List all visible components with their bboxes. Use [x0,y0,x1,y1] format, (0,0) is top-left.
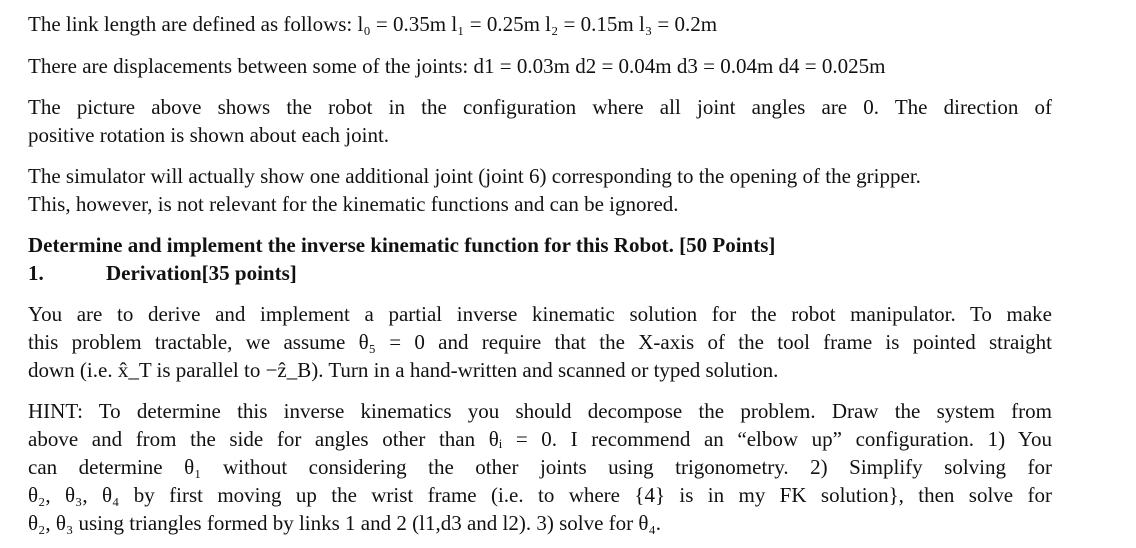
simulator-para-line-1: The simulator will actually show one additional joint (joint 6) corresponding to the opening of the gripper. [28,164,921,188]
hint-para-line-5: θ₂, θ₃ using triangles formed by links 1 and 2 (l1,d3 and l2). 3) solve for θ₄. [28,511,662,535]
subsection-title: Derivation[35 points] [106,261,297,285]
hint-para-line-3: can determine θ₁ without considering the other joints using trigonometry. 2) Simplify solving for [28,455,1052,479]
hint-para-line-2: above and from the side for angles other than θᵢ = 0. I recommend an “elbow up” configuration. 1) You [28,427,1052,451]
section-heading: Determine and implement the inverse kinematic function for this Robot. [50 Points] [28,233,776,257]
subsection-heading [28,259,297,287]
picture-para-line-2: positive rotation is shown about each joint. [28,123,390,147]
picture-para-line-1: The picture above shows the robot in the configuration where all joint angles are 0. The direction of [28,95,1052,119]
link-lengths-line: The link length are defined as follows: l₀ = 0.35m l₁ = 0.25m l₂ = 0.15m l₃ = 0.2m [28,12,718,36]
derivation-para-line-1: You are to derive and implement a partial inverse kinematic solution for the robot manipulator. To make [28,302,1052,326]
derivation-para-line-3: down (i.e. x̂_T is parallel to −ẑ_B). Turn in a hand-written and scanned or typed solution. [28,358,779,382]
derivation-para-line-2: this problem tractable, we assume θ₅ = 0 and require that the X-axis of the tool frame is pointed straight [28,330,1052,354]
subsection-number: 1. [28,261,44,285]
hint-para-line-4: θ₂, θ₃, θ₄ by first moving up the wrist frame (i.e. to where {4} is in my FK solution}, then solve for [28,483,1052,507]
hint-para-line-1: HINT: To determine this inverse kinematics you should decompose the problem. Draw the system from [28,399,1052,423]
simulator-para-line-2: This, however, is not relevant for the kinematic functions and can be ignored. [28,192,679,216]
displacements-line: There are displacements between some of the joints: d1 = 0.03m d2 = 0.04m d3 = 0.04m d4 = 0.025m [28,54,886,78]
